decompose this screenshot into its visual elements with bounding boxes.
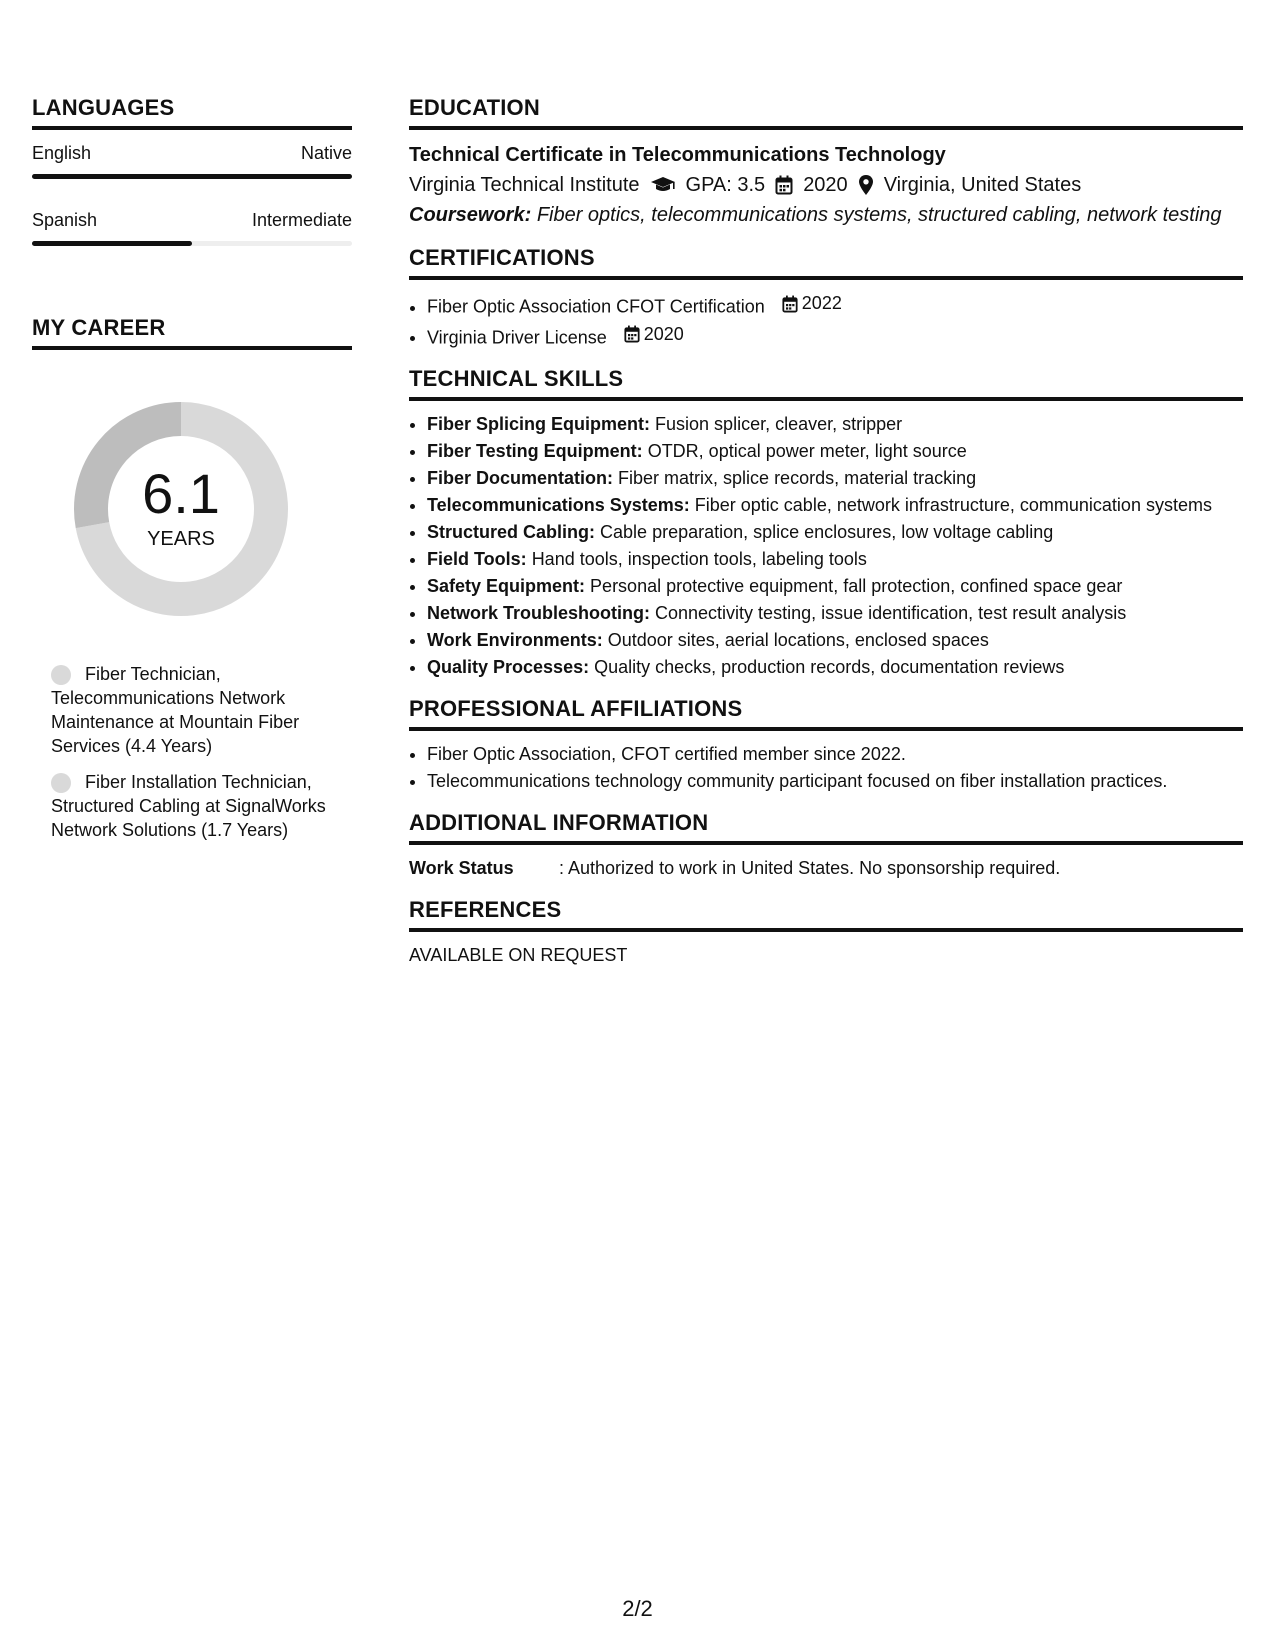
page-number: 2/2 xyxy=(622,1596,653,1621)
languages-title: LANGUAGES xyxy=(32,96,352,130)
education-school: Virginia Technical Institute xyxy=(409,174,640,196)
skill-label: Work Environments: xyxy=(427,630,603,650)
certification-item xyxy=(427,290,1243,321)
skill-item xyxy=(427,573,1243,600)
language-level: Native xyxy=(300,143,352,163)
work-status-row xyxy=(409,855,1243,882)
additional-section xyxy=(409,811,1243,882)
skill-item xyxy=(427,438,1243,465)
education-coursework xyxy=(409,200,1243,230)
skill-label: Field Tools: xyxy=(427,549,527,569)
skill-item xyxy=(427,519,1243,546)
career-item xyxy=(51,770,352,842)
career-total-unit: YEARS xyxy=(147,528,215,550)
skill-text: Quality checks, production records, documentation reviews xyxy=(594,657,1065,677)
coursework-text: Fiber optics, telecommunications systems, structured cabling, network testing xyxy=(536,204,1222,226)
skills-title: TECHNICAL SKILLS xyxy=(409,367,1243,401)
skill-label: Telecommunications Systems: xyxy=(427,495,690,515)
education-section xyxy=(409,96,1243,230)
skills-list xyxy=(409,411,1243,681)
affiliations-section xyxy=(409,697,1243,795)
coursework-label: Coursework: xyxy=(409,204,532,226)
career-item-text: Fiber Installation Technician, Structured Cabling at SignalWorks Network Solutions (1.7 Years) xyxy=(51,772,326,840)
references-title: REFERENCES xyxy=(409,898,1243,932)
left-column xyxy=(32,96,352,854)
work-status-value: : Authorized to work in United States. No sponsorship required. xyxy=(559,858,1061,878)
education-location: Virginia, United States xyxy=(883,174,1082,196)
skill-text: Outdoor sites, aerial locations, enclosed spaces xyxy=(607,630,989,650)
certifications-section xyxy=(409,246,1243,351)
language-bar-fill xyxy=(32,241,192,246)
career-title: MY CAREER xyxy=(32,316,352,350)
skill-label: Safety Equipment: xyxy=(427,576,586,596)
certification-name: Virginia Driver License xyxy=(427,327,607,347)
references-text: AVAILABLE ON REQUEST xyxy=(409,945,628,965)
certification-year: 2022 xyxy=(801,293,842,313)
skill-text: Personal protective equipment, fall protection, confined space gear xyxy=(590,576,1123,596)
language-item xyxy=(32,209,352,246)
skill-label: Quality Processes: xyxy=(427,657,590,677)
skill-text: Fusion splicer, cleaver, stripper xyxy=(655,414,903,434)
calendar-icon xyxy=(775,175,793,195)
calendar-icon xyxy=(782,295,798,313)
skill-text: OTDR, optical power meter, light source xyxy=(647,441,967,461)
education-meta xyxy=(409,170,1243,200)
language-bar-fill xyxy=(32,174,352,179)
education-gpa: GPA: 3.5 xyxy=(685,174,766,196)
skill-item xyxy=(427,465,1243,492)
education-year: 2020 xyxy=(803,174,848,196)
affiliation-item: • Telecommunications technology community participant focused on fiber installation practices. xyxy=(427,768,1243,795)
language-name: English xyxy=(32,143,92,163)
skill-text: Hand tools, inspection tools, labeling tools xyxy=(531,549,867,569)
language-bar xyxy=(32,241,352,246)
skill-label: Fiber Testing Equipment: xyxy=(427,441,643,461)
skill-item xyxy=(427,627,1243,654)
work-status-label: Work Status xyxy=(409,858,514,878)
affiliations-title: PROFESSIONAL AFFILIATIONS xyxy=(409,697,1243,731)
skill-item xyxy=(427,600,1243,627)
language-level: Intermediate xyxy=(251,210,352,230)
career-donut xyxy=(66,394,296,624)
skill-text: Connectivity testing, issue identification, test result analysis xyxy=(655,603,1127,623)
graduation-cap-icon xyxy=(650,176,676,194)
language-name: Spanish xyxy=(32,210,98,230)
skill-text: Cable preparation, splice enclosures, low voltage cabling xyxy=(600,522,1054,542)
certification-item xyxy=(427,321,1243,352)
additional-title: ADDITIONAL INFORMATION xyxy=(409,811,1243,845)
language-item xyxy=(32,142,352,179)
career-dot-icon xyxy=(51,665,71,685)
career-item xyxy=(51,662,352,758)
skill-label: Structured Cabling: xyxy=(427,522,596,542)
skill-label: Fiber Splicing Equipment: xyxy=(427,414,651,434)
calendar-icon xyxy=(624,325,640,343)
references-section xyxy=(409,898,1243,969)
skill-label: Fiber Documentation: xyxy=(427,468,614,488)
certifications-title: CERTIFICATIONS xyxy=(409,246,1243,280)
skills-section xyxy=(409,367,1243,681)
skill-item xyxy=(427,492,1243,519)
right-column xyxy=(409,96,1243,985)
career-list xyxy=(32,662,352,842)
skill-item xyxy=(427,546,1243,573)
language-bar xyxy=(32,174,352,179)
certification-year: 2020 xyxy=(643,323,684,344)
affiliation-item: • Fiber Optic Association, CFOT certified member since 2022. xyxy=(427,741,1243,768)
skill-text: Fiber optic cable, network infrastructure, communication systems xyxy=(694,495,1212,515)
location-pin-icon xyxy=(858,174,874,196)
career-item-text: Fiber Technician, Telecommunications Network Maintenance at Mountain Fiber Services (4.4 Years) xyxy=(51,664,300,756)
skill-item xyxy=(427,411,1243,438)
skill-text: Fiber matrix, splice records, material tracking xyxy=(618,468,977,488)
certification-name: Fiber Optic Association CFOT Certification xyxy=(427,296,765,317)
education-title: EDUCATION xyxy=(409,96,1243,130)
skill-item xyxy=(427,654,1243,681)
career-dot-icon xyxy=(51,773,71,793)
education-degree: Technical Certificate in Telecommunications Technology xyxy=(409,144,946,166)
skill-label: Network Troubleshooting: xyxy=(427,603,650,623)
career-total-number: 6.1 xyxy=(142,462,220,525)
